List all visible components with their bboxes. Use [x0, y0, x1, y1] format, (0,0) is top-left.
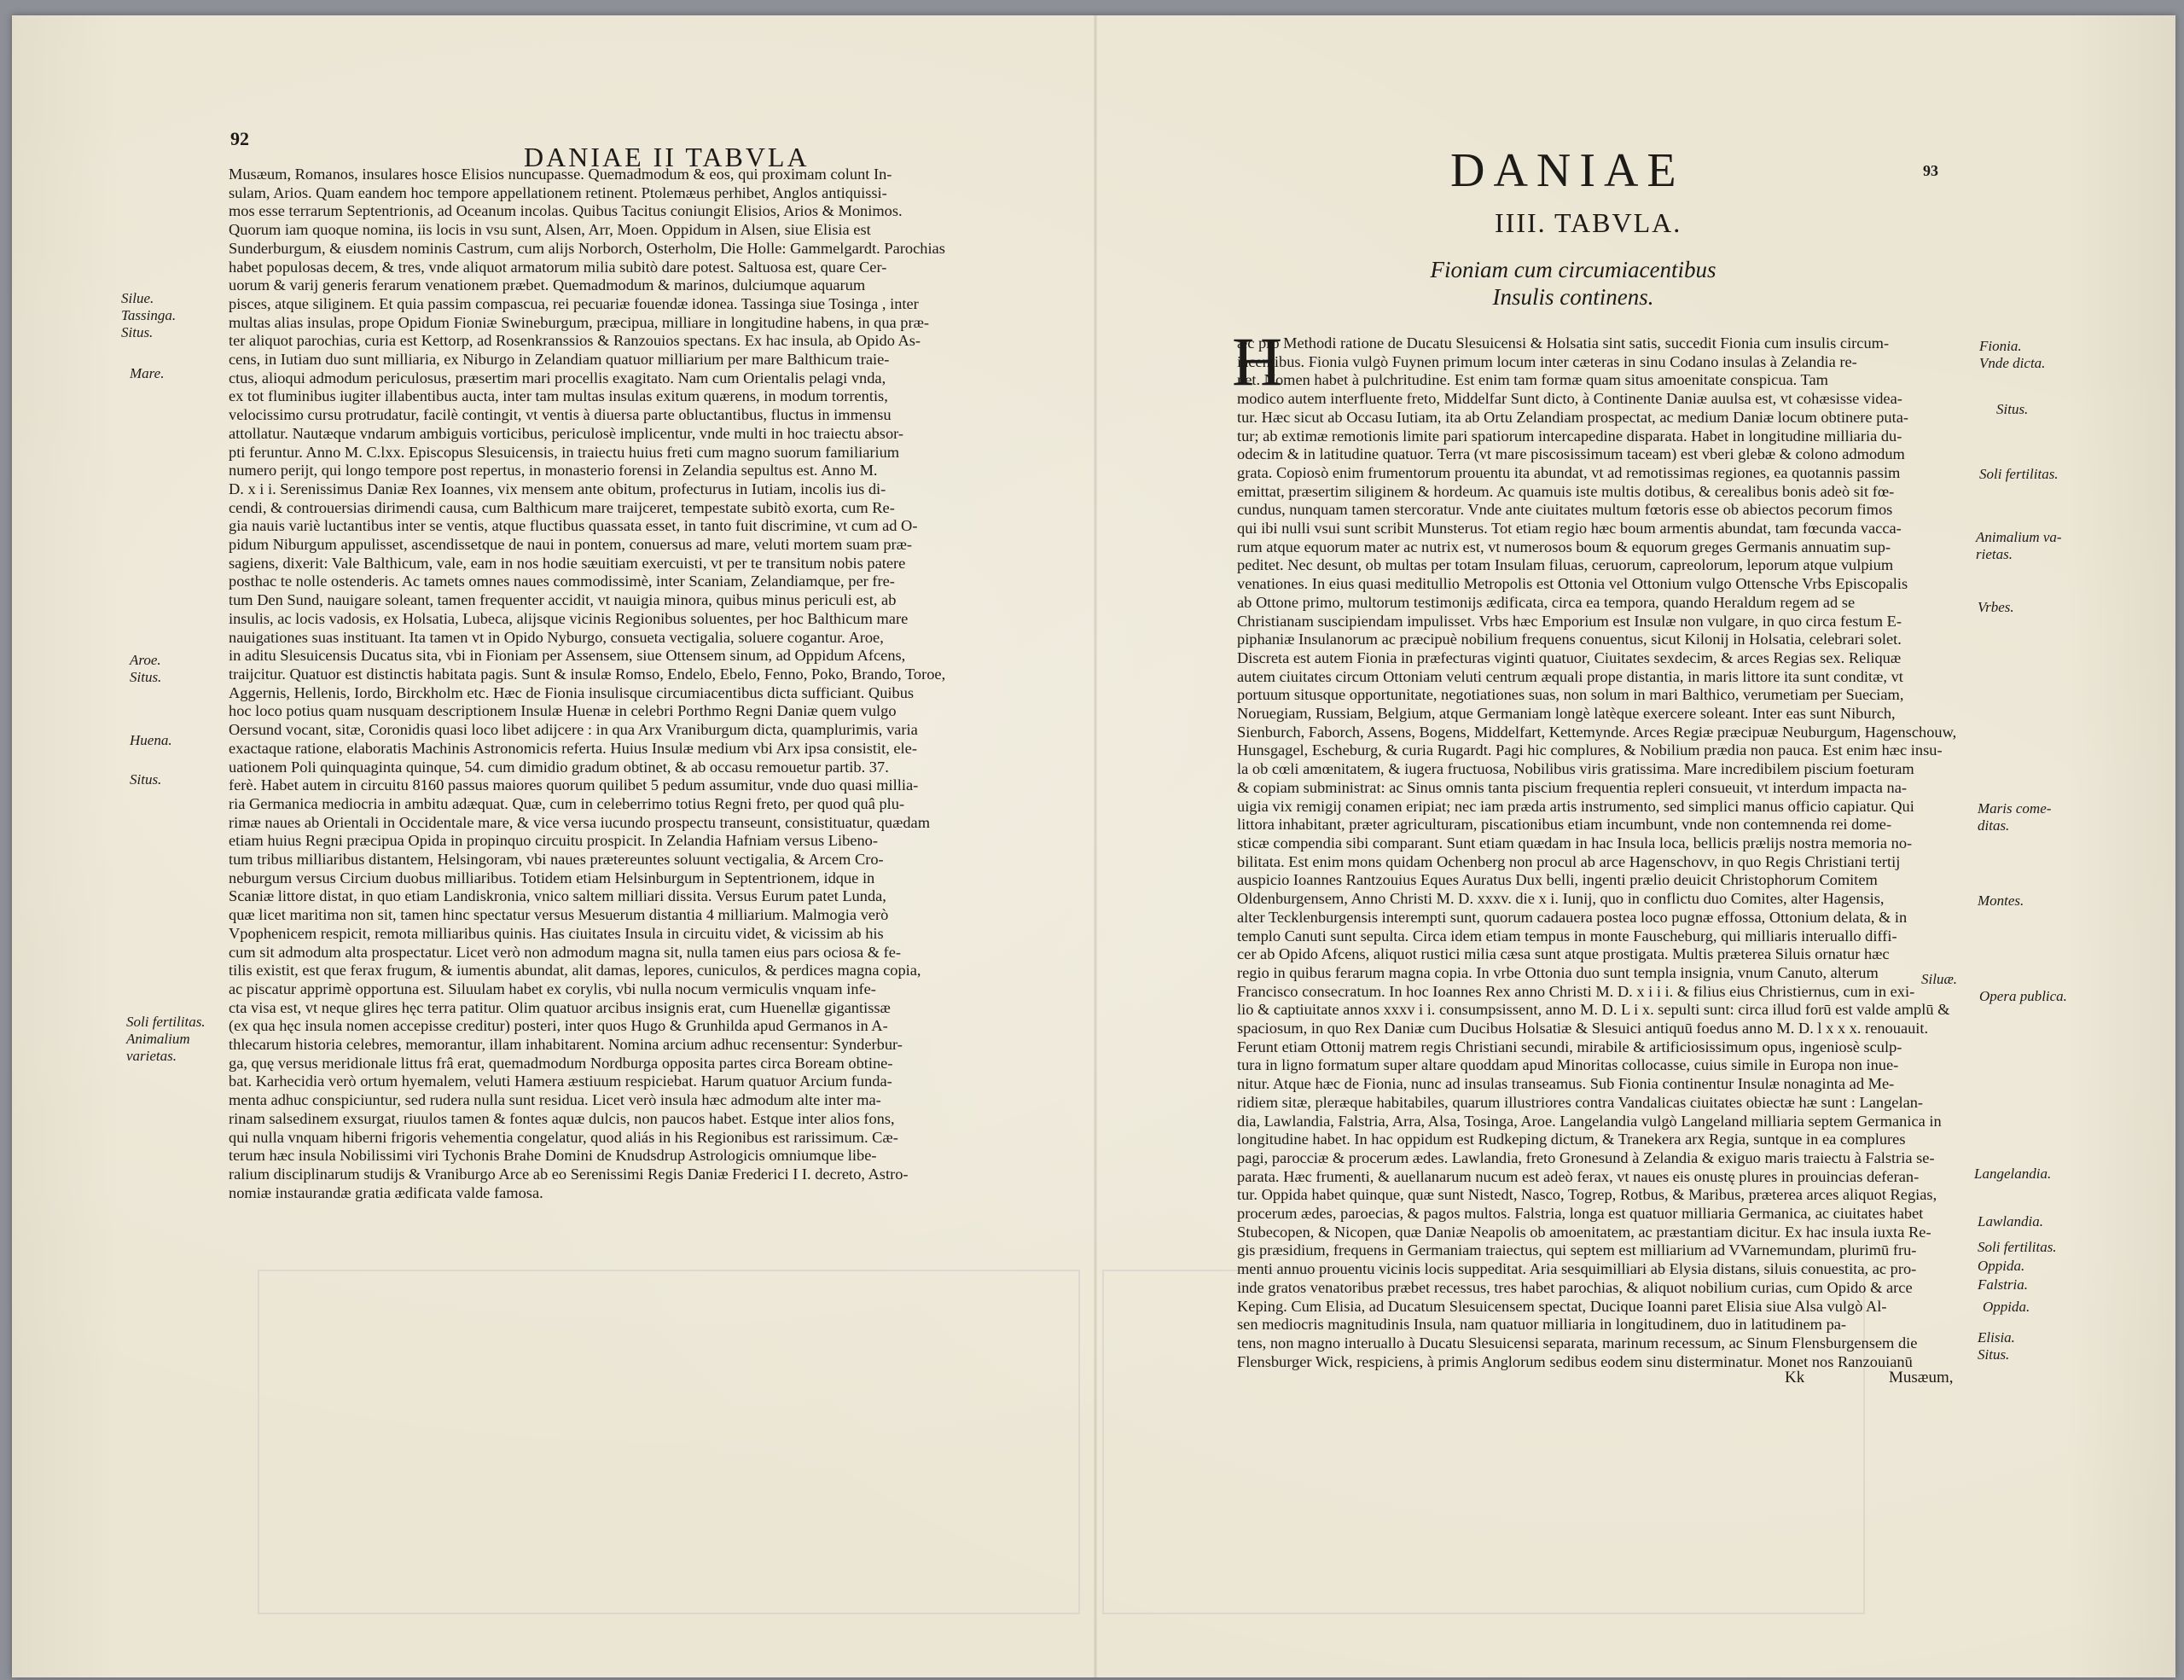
marginal-note: Elisia. — [1978, 1329, 2015, 1346]
right-marginal-12 — [1978, 1239, 2057, 1256]
text-line: traijcitur. Quatuor est distinctis habitata pagis. Sunt & insulæ Romso, Endelo, Ebelo, Fenno, Poko, Brando, Toroe, — [229, 665, 946, 683]
text-line: nauigationes suas instituant. Ita tamen vt in Opido Nyburgo, consueta vectigalia, soluere cogantur. Aroe, — [229, 628, 884, 646]
text-line: odecim & in latitudine quatuor. Terra (vt mare piscosissimum taceam) est vberi glebæ & colono admodum — [1237, 445, 1905, 463]
text-line: (ex qua hęc insula nomen accepisse creditur) posteri, inter quos Hugo & Grunhilda apud Germanos in A- — [229, 1017, 888, 1035]
left-marginal-4 — [130, 732, 172, 749]
text-line: Francisco consecratum. In hoc Ioannes Rex anno Christi M. D. x i i i. & filius eius Christiernus, cum in exi- — [1237, 982, 1915, 1000]
text-line: templo Canuti sunt sepulta. Circa idem etiam tempus in monte Fauscheburg, qui milliaris interuallo diffi- — [1237, 927, 1897, 945]
text-line: quæ licet maritima non sit, tamen hinc spectatur versus Mesuerum distantia 4 milliarium. Malmogia verò — [229, 906, 889, 924]
text-line: regio in quibus ferarum magna copia. In vrbe Ottonia duo sunt templa insignia, vnum Canuto, alterum — [1237, 963, 1879, 981]
text-line: pisces, atque siliginem. Et quia passim compascua, rei pecuariæ fouendæ idonea. Tassinga siue Tosinga , inter — [229, 294, 919, 312]
text-line: Discreta est autem Fionia in præfecturas viginti quatuor, Ciuitates sexdecim, & arces Regias sex. Reliquæ — [1237, 648, 1902, 666]
text-line: D. x i i. Serenissimus Daniæ Rex Ioannes, vix mensem ante obitum, profecturus in Iutiam, incolis ius di- — [229, 480, 886, 497]
text-line: sen mediocris magnitudinis Insula, nam quatuor milliaria in longitudinem, duo in latitudinem pa- — [1237, 1316, 1847, 1334]
text-line: pti feruntur. Anno M. C.lxx. Episcopus Slesuicensis, in traiectu huius freti cum magno suorum familiarium — [229, 443, 900, 461]
text-line: auspicio Ioannes Rantzouius Eques Auratus Dux belli, ingenti prælio deuicit Christophorum Comitem — [1237, 871, 1878, 889]
text-line: procerum ædes, paroecias, & pagos multos. Falstria, longa est quatuor milliaria Germanica, ac ciuitates habet — [1237, 1205, 1924, 1223]
text-line: Vpophenicem respicit, remota milliaribus quinis. Has ciuitates Insula in circuitu videt, & vicissim ab his — [229, 924, 884, 942]
marginal-note: Huena. — [130, 732, 172, 748]
marginal-note: Fionia. — [1979, 338, 2022, 354]
text-line: longitudine habet. In hac oppidum est Rudkeping dictum, & Tranekera arx Regia, suntque in ea complures — [1237, 1131, 1906, 1148]
right-marginal-15 — [1983, 1299, 2030, 1316]
text-line: bat. Karhecidia verò ortum hyemalem, veluti Hamera æstiuum respiciebat. Harum quatuor Arcium funda- — [229, 1073, 892, 1090]
text-line: velocissimo cursu protrudatur, facilè contingit, vt ventis à diuersa parte obluctantibus, fluctus in immensu — [229, 406, 892, 424]
text-line: ctus, alioqui admodum periculosus, præsertim mari procellis exagitato. Nam cum Orientalis pelagi vnda, — [229, 369, 886, 387]
text-line: Musæum, Romanos, insulares hosce Elisios nuncupasse. Quemadmodum & eos, qui proximam colunt In- — [229, 166, 892, 183]
text-line: ab Ottone primo, multorum testimonijs ædificata, circa ea tempora, quando Heraldum regem ad se — [1237, 593, 1856, 611]
text-line: ridiem sitæ, pleræque habitabiles, quarum illustriores contra Vandalicas ciuitates obiectæ hæ sunt : Langelan- — [1237, 1093, 1924, 1111]
marginal-note: Situs. — [1996, 401, 2029, 417]
text-line: qui ibi nulli vsui sunt scribit Munsterus. Tot etiam regio hæc boum armentis abundat, tam fœcunda vacca- — [1237, 520, 1902, 538]
right-page-title-number: IIII. TABVLA. — [1495, 207, 1682, 238]
text-line: tur. Oppida habet quinque, quæ sunt Nistedt, Nasco, Togrep, Rotbus, & Maribus, præterea arces aliquot Regias, — [1237, 1186, 1937, 1204]
marginal-note: Situs. — [121, 324, 154, 340]
text-line: attollatur. Nautæque vndarum ambiguis vorticibus, periculosè implicentur, vnde multi in hoc traiectu absor- — [229, 424, 904, 442]
marginal-note: rietas. — [1976, 546, 2013, 562]
right-page-number: 93 — [1923, 162, 1938, 179]
marginal-note: Falstria. — [1978, 1276, 2029, 1293]
subtitle-line: Fioniam cum circumiacentibus — [1430, 257, 1716, 282]
text-line: in aditu Slesuicensis Ducatus sita, vbi in Fioniam per Assensem, siue Ottensem sinum, ad Oppidum Afcens, — [229, 647, 906, 665]
text-line: etiam huius Regni præcipua Opida in propinquo circuitu prospicit. In Zelandia Hafniam versus Libeno- — [229, 832, 878, 850]
text-line: Sienburch, Faborch, Assens, Bogens, Middelfart, Kettemynde. Arces Regiæ præcipuæ Neuburgum, Hagenschouw, — [1237, 723, 1957, 741]
text-line: thlecarum historia celebres, memorantur, illam inhabitarent. Nomina arcium adhuc recensentur: Synderbur- — [229, 1036, 903, 1054]
marginal-note: Lawlandia. — [1978, 1213, 2043, 1229]
text-line: terum hæc insula Nobilissimi viri Tychonis Brahe Domini de Knudsdrup Astrologicis omniumque libe- — [229, 1147, 877, 1165]
text-line: qui nulla vnquam hiberni frigoris vehementia congelatur, quod aliás in his Regionibus est rarissimum. Cæ- — [229, 1128, 898, 1146]
text-line: tur; ab extimæ remotionis limite pari spatiorum intercapedine disparata. Habet in longitudine milliaria du- — [1237, 427, 1902, 445]
marginal-note: Silue. — [121, 290, 154, 306]
text-line: pagi, parocciæ & procerum ædes. Lawlandia, freto Gronesund à Zelandia & exiguo maris traiectu à Falstria se- — [1237, 1148, 1935, 1166]
text-line: gia nauis variè luctantibus inter se ventis, atque fluctibus quassata esset, in tanto fuit discrimine, vt cum ad O- — [229, 517, 918, 535]
marginal-note: Animalium — [126, 1031, 190, 1047]
text-line: tura in ligno formatum super altare quoddam apud Minoritas collocasse, cuius simile in Europa non inue- — [1237, 1056, 1899, 1074]
text-line: cundus, nunquam tamen stercoratur. Vnde ante ciuitates multum fœtoris esse ob abiectos pecorum fimos — [1237, 501, 1893, 519]
text-line: rum atque equorum mater ac nutrix est, vt numerosos boum & equorum greges Germanis annuatim sup- — [1237, 538, 1891, 555]
text-line: modico autem interfluente freto, Middelfar Sunt dicto, à Continente Daniæ auulsa est, vt cohæsisse videa- — [1237, 390, 1902, 408]
marginal-note: Soli fertilitas. — [1978, 1239, 2057, 1255]
right-marginal-14 — [1978, 1276, 2028, 1293]
text-line: menti annuo prouentu vicinis locis suppeditat. Aria sesquimilliari ab Elysia distans, siluis conuestita, ac pro- — [1237, 1260, 1917, 1278]
right-marginal-13 — [1978, 1258, 2024, 1275]
text-line: Noruegiam, Russiam, Belgium, atque Germaniam longè latèque exercere soleant. Inter eas sunt Niburch, — [1237, 705, 1896, 723]
text-line: rinam salsedinem exsurgat, riuulos tamen & fontes aquæ dulcis, non paucos habet. Estque inter alios fons, — [229, 1109, 895, 1127]
text-line: littora inhabitant, præter agriculturam, piscationibus etiam incumbunt, vnde non contemnenda rei dome- — [1237, 816, 1892, 834]
text-line: tum Den Sund, nauigare soleant, tamen frequenter accidit, vt nauigia minora, quibus minus periculi est, ab — [229, 591, 897, 609]
text-line: cendi, & controuersias dirimendi causa, cum Balthicum mare traijceret, tempestate subitò exorta, cum Re- — [229, 498, 895, 516]
right-marginal-11 — [1978, 1213, 2043, 1230]
right-marginal-7 — [1978, 892, 2024, 910]
marginal-note: ditas. — [1978, 817, 2010, 834]
text-line: multas alias insulas, prope Opidum Fioniæ Swineburgum, præcipua, milliare in longitudine habens, in qua præ- — [229, 313, 930, 331]
marginal-note: Oppida. — [1983, 1299, 2030, 1315]
text-line: insulis, ac locis vadosis, ex Holsatia, Lubeca, alijsque vicinis Regionibus soluentes, per hoc Balthicum mare — [229, 609, 909, 627]
text-line: uigia vix remigij conamen eripiat; nec iam præda artis instrumento, sed simplici manus officio capiatur. Qui — [1237, 797, 1914, 815]
text-line: posthac te nolle ostenderis. Ac tamets omnes naues commodissimè, inter Scaniam, Zelandiamque, per fre- — [229, 573, 895, 590]
text-line: Scaniæ littore distat, in quo etiam Landiskronia, vnico saltem milliari dissita. Versus Eurum patet Lunda, — [229, 887, 886, 905]
text-line: uationem Poli quinquaginta quinque, 54. cum dimidio gradum obtinet, & ab occasu remouetur partib. 37. — [229, 758, 889, 776]
text-line: hoc loco potius quam nusquam descriptionem Insulæ Huenæ in celebri Porthmo Regni Daniæ quem vulgo — [229, 702, 897, 720]
right-marginal-9 — [1979, 988, 2067, 1005]
text-line: menta adhuc conspiciuntur, sed rudera nulla sunt residua. Licet verò insula hæc admodum alte inter ma- — [229, 1091, 881, 1109]
text-line: numero perijt, qui longo tempore post repertus, in monasterio forensi in Zelandia sepultus est. Anno M. — [229, 462, 878, 480]
text-line: pidum Niburgum appulisset, ascendissetque de naui in pontem, conuersus ad mare, veluti mortem suam præ- — [229, 536, 913, 554]
marginal-note: Vnde dicta. — [1979, 355, 2046, 371]
text-line: ac piscatur apprimè opportuna est. Siluulam habet ex corylis, vbi nulla nocum vermiculis vnquam infe- — [229, 980, 876, 997]
text-line: & copiam subministrat: ac Sinus omnis tanta piscium frequentia repleri consueuit, vt interdum impacta na- — [1237, 778, 1907, 796]
right-marginal-3 — [1979, 466, 2059, 483]
text-line: mos esse terrarum Septentrionis, ad Oceanum incolas. Quibus Tacitus coniungit Elisios, Arios & Monimos. — [229, 202, 903, 220]
text-line: Flensburger Wick, respiciens, à primis Anglorum sedibus eodem sinu disterminatur. Monet nos Ranzouianū — [1237, 1352, 1913, 1370]
text-line: cta visa est, vt neque glires hęc terra patitur. Olim quatuor arcibus insignis erat, cum Huenellæ gigantissæ — [229, 998, 891, 1016]
text-line: autem ciuitates circum Ottoniam veluti centrum æquali prope distantia, in maris littore ita sunt conditæ, vt — [1237, 667, 1903, 685]
marginal-note: Montes. — [1978, 892, 2024, 909]
right-marginal-8 — [1921, 971, 1957, 988]
marginal-note: varietas. — [126, 1048, 177, 1064]
left-marginal-1 — [121, 290, 176, 341]
text-line: parata. Hæc frumenti, & auellanarum nucum est adeò ferax, vt naues eis onustę plures in prouincias deferan- — [1237, 1167, 1920, 1185]
text-line: Aggernis, Hellenis, Iordo, Birckholm etc. Hæc de Fionia insulisque circumiacentibus dicta sufficiant. Quibus — [229, 683, 915, 701]
right-marginal-10 — [1974, 1166, 2051, 1183]
marginal-note: Soli fertilitas. — [126, 1014, 206, 1030]
signature-mark: Kk — [1785, 1369, 1805, 1386]
paper-sheet — [12, 15, 2175, 1677]
text-line: ga, quę versus meridionale littus frâ erat, quemadmodum Nordburga opposita partes circa Boream obtine- — [229, 1054, 893, 1072]
subtitle-line: Insulis continens. — [1492, 284, 1654, 310]
text-line: Ferunt etiam Ottonij matrem regis Christiani secundi, mirabile & artificiosissimum opus, ingeniosè sculp- — [1237, 1038, 1902, 1055]
marginal-note: Soli fertilitas. — [1979, 466, 2059, 482]
text-line: sulam, Arios. Quam eandem hoc tempore appellationem retinent. Ptolemæus perhibet, Anglos antiquissi- — [229, 183, 887, 201]
text-line: gis præsidium, frequens in Germaniam traiectus, qui septem est milliarium ad VVarnemundam, plurimū fru- — [1237, 1241, 1917, 1259]
text-line: exactaque ratione, elaboratis Machinis Astronomicis referta. Huius Insulæ medium vbi Arx ipsa consistit, ele- — [229, 739, 917, 757]
text-line: portuum situsque opportunitate, negotiationes suas, non solum in mari Balthico, verumetiam per Sueciam, — [1237, 686, 1904, 704]
text-line: dia, Lawlandia, Falstria, Arra, Alsa, Tosinga, Aroe. Langelandia vulgò Langeland milliaria septem Germanica in — [1237, 1112, 1942, 1130]
text-line: Sunderburgum, & eiusdem nominis Castrum, cum alijs Norborch, Osterholm, Die Holle: Gammelgardt. Parochias — [229, 239, 945, 257]
left-marginal-5 — [130, 771, 161, 788]
text-line: bilitata. Est enim mons quidam Ochenberg non procul ab arce Hagenschovv, in quo Regis Christiani tertij — [1237, 852, 1901, 870]
left-page-number: 92 — [230, 128, 249, 149]
text-line: alter Tecklenburgensis interempti sunt, quorum cadauera postea loco pugnæ effossa, Ottonium delata, & in — [1237, 908, 1908, 926]
right-marginal-6 — [1978, 800, 2051, 834]
text-line: Stubecopen, & Nicopen, quæ Daniæ Neapolis ob amoenitatem, ac præstantiam dicitur. Ex hac insula iuxta Re- — [1237, 1223, 1931, 1241]
right-marginal-2 — [1996, 401, 2028, 418]
center-fold — [1094, 15, 1097, 1677]
text-line: sticæ compendia sibi comparant. Sunt etiam quædam in hac Insula loca, bellicis prælijs nostra memoria no- — [1237, 834, 1913, 852]
text-line: peditet. Nec desunt, ob multas per totam Insulam filuas, ceruorum, capreolorum, leporum atque vulpium — [1237, 556, 1894, 574]
marginal-note: Situs. — [1978, 1346, 2010, 1363]
text-line: ex tot fluminibus iugiter illabentibus aucta, inter tam multas insulas exitum quærens, in modum torrentis, — [229, 387, 888, 405]
drop-cap: H — [1232, 323, 1283, 400]
left-body-text — [229, 166, 1069, 1202]
text-line: nitur. Atque hæc de Fionia, nunc ad insulas transeamus. Sub Fionia continentur Insulæ nonaginta ad Me- — [1237, 1075, 1895, 1093]
text-line: cum sit admodum alta prospectatur. Licet verò non admodum magna sit, nulla tamen eius pars ociosa & fe- — [229, 943, 902, 961]
left-marginal-6 — [126, 1014, 206, 1065]
right-marginal-4 — [1976, 529, 2062, 563]
text-line: iacentibus. Fionia vulgò Fuynen primum locum inter cæteras in sinu Codano insulas à Zelandia re- — [1237, 352, 1857, 370]
text-line: net. Nomen habet à pulchritudine. Est enim tam formæ quam situs amoenitate conspicua. Tam — [1237, 371, 1828, 389]
text-line: Hunsgagel, Escheburg, & curia Rugardt. Pagi hic complures, & Nobilium prædia non pauca. Est enim hæc insu- — [1237, 741, 1943, 759]
marginal-note: Maris come- — [1978, 800, 2052, 817]
left-marginal-2 — [130, 365, 164, 382]
marginal-note: Oppida. — [1978, 1258, 2025, 1274]
catchword: Musæum, — [1889, 1369, 1954, 1386]
right-marginal-5 — [1978, 599, 2014, 616]
text-line: la ob cœli amœnitatem, & iugera fructuosa, Nobilibus viris gratissima. Mare incredibilem piscium foeturam — [1237, 760, 1914, 778]
right-body-text — [1237, 334, 1966, 1371]
right-marginal-1 — [1979, 338, 2045, 372]
text-line: rimæ naues ab Orientali in Occidentale mare, & vice versa iucundo prospectu transeunt, consistituatur, quædam — [229, 813, 931, 831]
text-line: ferè. Habet autem in circuitu 8160 passus maiores quorum quilibet 5 pedum assumitur, vnde duo quasi millia- — [229, 776, 919, 794]
text-line: lio & captiuitate annos xxxv i i. consumpsissent, anno M. D. L i x. sepulti sunt: circa illud forū est valde amplū & — [1237, 1001, 1950, 1019]
text-line: tur. Hæc sicut ab Occasu Iutiam, ita ab Ortu Zelandiam prospectat, ac medium Daniæ locum obtinere puta- — [1237, 408, 1908, 426]
marginal-note: Aroe. — [130, 652, 161, 668]
text-line: habet populosas decem, & tres, vnde aliquot armatorum milia subitò dare potest. Saltuosa est, quare Cer- — [229, 258, 887, 276]
marginal-note: Situs. — [130, 771, 162, 788]
text-line: æc pro Methodi ratione de Ducatu Slesuicensi & Holsatia sint satis, succedit Fionia cum insulis circum- — [1237, 334, 1890, 352]
text-line: emittat, præsertim siliginem & hordeum. Ac quamuis iste multis dotibus, & cerealibus bonis adeò sit fœ- — [1237, 482, 1895, 500]
marginal-note: Langelandia. — [1974, 1166, 2052, 1182]
text-line: Oersund vocant, sitæ, Coronidis quasi loco libet adijcere : in qua Arx Vraniburgum dicta, quamplurimis, varia — [229, 721, 918, 739]
marginal-note: Tassinga. — [121, 307, 177, 323]
marginal-note: Situs. — [130, 669, 162, 685]
text-line: Christianam suscipiendam impulisset. Vrbs hæc Emporium est Insulæ non vulgare, in quo circa festum E- — [1237, 612, 1902, 630]
text-line: nomiæ instaurandæ gratia ædificata valde famosa. — [229, 1183, 543, 1201]
text-line: uorum & varij generis ferarum venationem præbet. Quemadmodum & marinos, dulciumque aquarum — [229, 276, 866, 294]
left-marginal-3 — [130, 652, 161, 686]
text-line: ter aliquot parochias, curia est Kettorp, ad Rosenkranssios & Ranzouios spectans. Ex hac insula, ab Opido As- — [229, 332, 921, 350]
left-page-header: DANIAE II TABVLA — [524, 142, 810, 172]
right-marginal-16 — [1978, 1329, 2015, 1363]
text-line: cer ab Opido Afcens, aliquot rustici milia cæsa sunt atque prostigata. Multis præterea Siluis ornatur hæc — [1237, 945, 1890, 963]
text-line: spaciosum, in quo Rex Daniæ cum Ducibus Holsatiæ & Slesuici antiquū foedus anno M. D. l x x x. renouauit. — [1237, 1020, 1929, 1038]
marginal-note: Mare. — [130, 365, 165, 381]
text-line: sagiens, dixerit: Vale Balthicum, vale, eam in nos hodie sæuitiam exercuisti, vt per te transitum nobis patere — [229, 554, 906, 572]
map-show-through-left — [258, 1270, 1080, 1614]
marginal-note: Vrbes. — [1978, 599, 2014, 615]
text-line: piphaniæ Insulanorum ac præcipuè nobilium frequens conuentus, sicut Kilonij in Holsatia, celebrari solet. — [1237, 631, 1902, 648]
marginal-note: Siluæ. — [1921, 971, 1958, 987]
text-line: ralium disciplinarum studijs & Vraniburgo Arce ab eo Serenissimi Regis Daniæ Frederici I I. decreto, Astro- — [229, 1165, 909, 1183]
text-line: inde gratos venatoribus præbet recessus, tres habet parochias, & aliquot nobilium curias, cum Opido & arce — [1237, 1278, 1913, 1296]
right-page-title: DANIAE — [1450, 144, 1685, 197]
text-line: Oldenburgensem, Anno Christi M. D. xxxv. die x i. Iunij, quo in conflictu duo Comites, alter Hagensis, — [1237, 890, 1885, 908]
text-line: Keping. Cum Elisia, ad Ducatum Slesuicensem spectat, Ducique Ioanni paret Elisia siue Alsa vulgò Al- — [1237, 1297, 1887, 1315]
text-line: venationes. In eius quasi meditullio Metropolis est Ottonia vel Ottonium vulgo Ottensche Vrbs Episcopalis — [1237, 575, 1908, 593]
text-line: ria Germanica mediocria in ambitu adæquat. Quæ, cum in celeberrimo totius Regni freto, per quod quâ plu- — [229, 794, 905, 812]
marginal-note: Animalium va- — [1976, 529, 2062, 545]
text-line: grata. Copiosò enim frumentorum prouentu ita abundat, vt ad remotissimas regiones, ea quotannis passim — [1237, 463, 1901, 481]
text-line: cens, in Iutiam duo sunt milliaria, ex Niburgo in Zelandiam quatuor milliarium per mare Balthicum traie- — [229, 351, 890, 369]
text-line: tilis existit, est que ferax frugum, & iumentis abundat, alit damas, lepores, cuniculos, & perdices magna copia, — [229, 962, 921, 980]
text-line: neburgum versus Circium duobus milliaribus. Totidem etiam Helsinburgum in Septentrionem, idque in — [229, 869, 875, 887]
text-line: tens, non magno interuallo à Ducatu Slesuicensi separata, marinum recessum, ac Sinum Flensburgensem die — [1237, 1334, 1918, 1352]
right-page-subtitle — [1428, 256, 1718, 311]
text-line: Quorum iam quoque nomina, iis locis in vsu sunt, Alsen, Arr, Moen. Oppidum in Alsen, siue Elisia est — [229, 221, 871, 239]
marginal-note: Opera publica. — [1979, 988, 2067, 1004]
text-line: tum tribus milliaribus distantem, Helsingoram, vbi naues prætereuntes soluunt vectigalia, & Arcem Cro- — [229, 851, 884, 869]
